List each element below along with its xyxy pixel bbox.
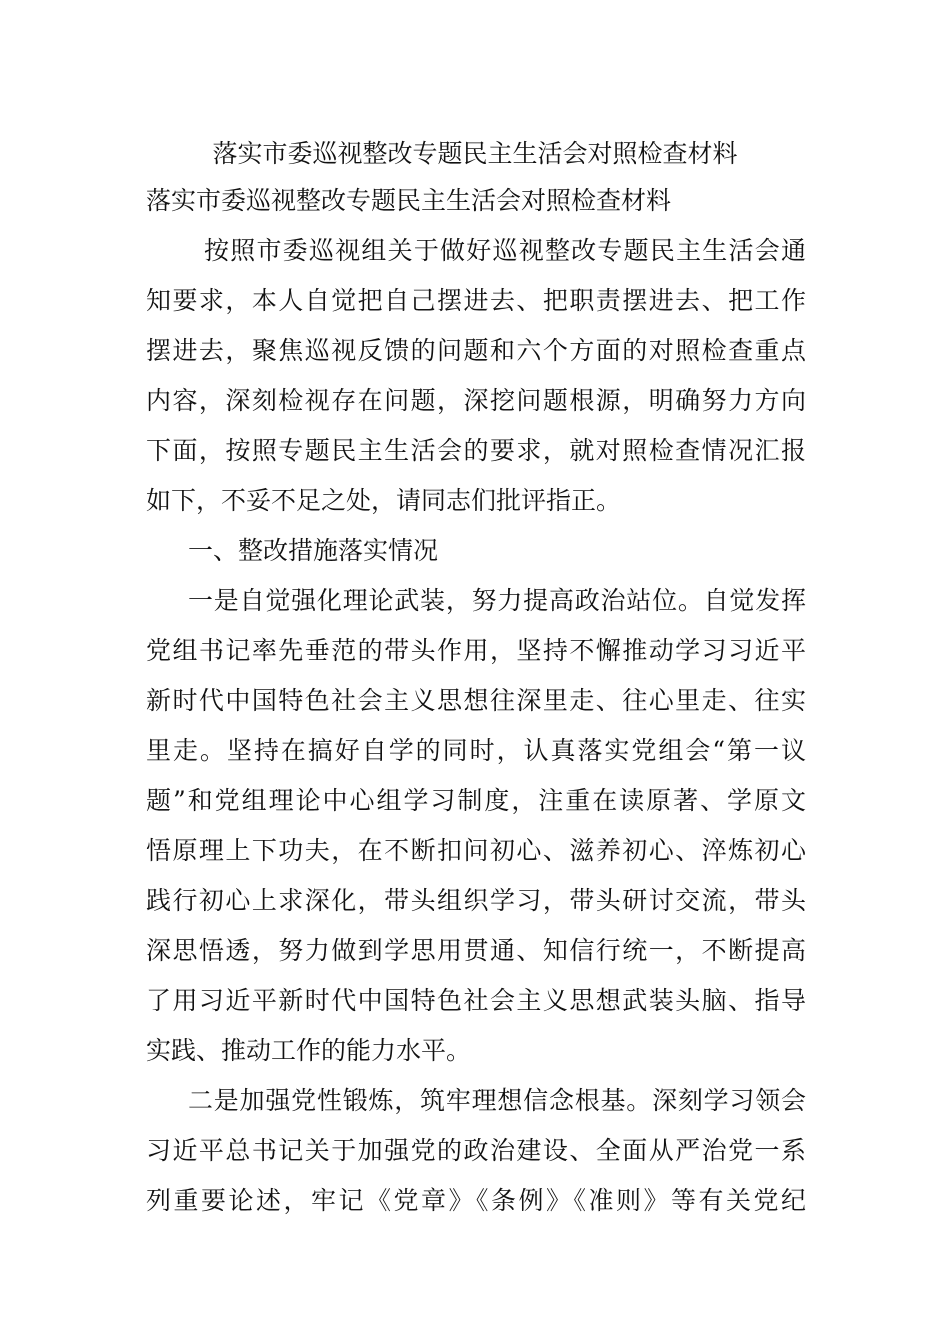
paragraph-line: 列重要论述，牢记《党章》《条例》《准则》等有关党纪 [146,1186,806,1215]
paragraph-line: 党组书记率先垂范的带头作用，坚持不懈推动学习习近平 [146,636,806,665]
document-subtitle: 落实市委巡视整改专题民主生活会对照检查材料 [146,186,672,215]
paragraph-line: 一是自觉强化理论武装，努力提高政治站位。自觉发挥 [188,586,806,615]
paragraph-line: 了用习近平新时代中国特色社会主义思想武装头脑、指导 [146,986,806,1015]
intro-line: 下面，按照专题民主生活会的要求，就对照检查情况汇报 [146,436,806,465]
paragraph-line: 深思悟透，努力做到学思用贯通、知信行统一，不断提高 [146,936,806,965]
section-heading: 一、整改措施落实情况 [188,536,439,565]
intro-line: 内容，深刻检视存在问题，深挖问题根源，明确努力方向 [146,386,806,415]
paragraph-line: 新时代中国特色社会主义思想往深里走、往心里走、往实 [146,686,806,715]
intro-line: 知要求，本人自觉把自己摆进去、把职责摆进去、把工作 [146,286,806,315]
paragraph-line: 题”和党组理论中心组学习制度，注重在读原著、学原文 [146,786,806,815]
paragraph-line: 里走。坚持在搞好自学的同时，认真落实党组会“第一议 [146,736,806,765]
document-title: 落实市委巡视整改专题民主生活会对照检查材料 [212,139,738,168]
paragraph-line: 践行初心上求深化，带头组织学习，带头研讨交流，带头 [146,886,806,915]
paragraph-line: 二是加强党性锻炼，筑牢理想信念根基。深刻学习领会 [188,1086,806,1115]
paragraph-line: 悟原理上下功夫，在不断扣问初心、滋养初心、淬炼初心 [146,836,806,865]
paragraph-line: 实践、推动工作的能力水平。 [146,1036,472,1065]
intro-line: 摆进去，聚焦巡视反馈的问题和六个方面的对照检查重点 [146,336,806,365]
intro-line: 如下，不妥不足之处，请同志们批评指正。 [146,486,622,515]
intro-line: 按照市委巡视组关于做好巡视整改专题民主生活会通 [204,236,806,265]
paragraph-line: 习近平总书记关于加强党的政治建设、全面从严治党一系 [146,1136,806,1165]
